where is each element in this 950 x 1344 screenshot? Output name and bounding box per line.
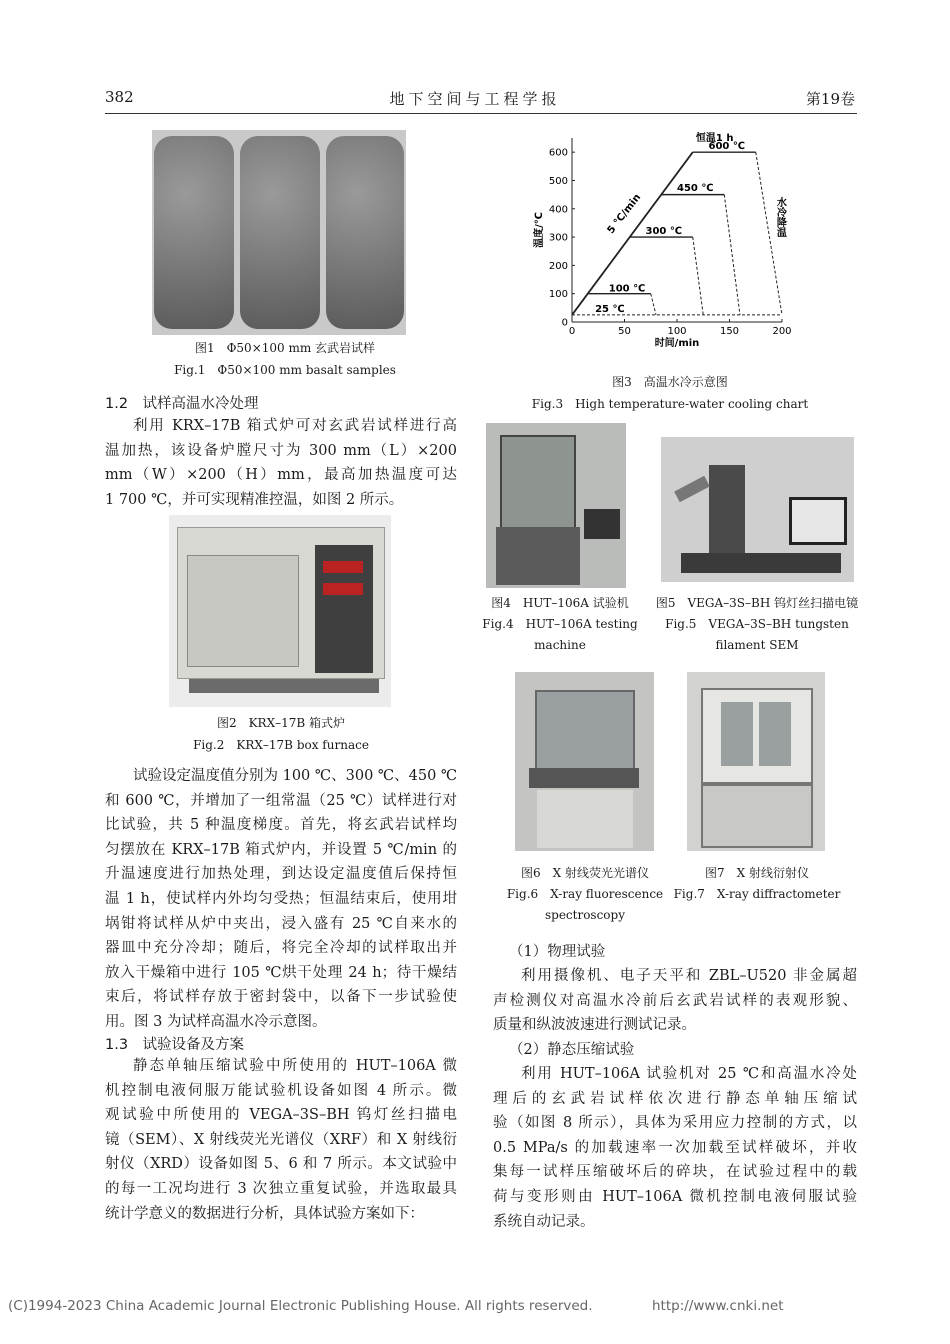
- text-line: 射仪（XRD）设备如图 5、6 和 7 所示。本文试验中: [105, 1156, 457, 1173]
- subsection-static: （2）静态压缩试验: [509, 1042, 635, 1058]
- y-tick-label: 100: [548, 289, 568, 301]
- fig1-caption-en: Fig.1 Φ50×100 mm basalt samples: [174, 363, 396, 377]
- xrd-enclosure: [701, 688, 813, 784]
- fig2-box-furnace-photo: [169, 515, 391, 707]
- fig2-caption-cn: 图2 KRX–17B 箱式炉: [216, 716, 346, 730]
- footer-url: http://www.cnki.net: [652, 1298, 784, 1314]
- text-line: 观试验中所使用的 VEGA–3S–BH 钨灯丝扫描电: [105, 1107, 457, 1124]
- furnace-base: [189, 679, 379, 693]
- text-line: 统计学意义的数据进行分析，具体试验方案如下：: [105, 1205, 424, 1222]
- text-line: 温 1 h，使试样内外均匀受热；恒温结束后，使用坩: [105, 890, 457, 907]
- fig4-caption-cn: 图4 HUT–106A 试验机: [491, 596, 629, 610]
- paragraph-temperature: [105, 764, 457, 1035]
- y-axis-label: 温度/℃: [534, 212, 545, 248]
- xrf-hood: [535, 690, 635, 770]
- fig4-caption-en: Fig.4 HUT–106A testing: [482, 617, 638, 631]
- text-line: 用。图 3 为试样高温水冷示意图。: [105, 1013, 327, 1030]
- paragraph-static: [493, 1062, 857, 1234]
- fig3-caption-en: Fig.3 High temperature-water cooling chart: [531, 397, 809, 411]
- sem-detector-arm: [674, 476, 710, 503]
- text-line: 质量和纵波波速进行测试记录。: [493, 1017, 696, 1034]
- y-tick-label: 200: [548, 260, 568, 272]
- y-tick-label: 600: [548, 147, 568, 159]
- fig5-caption-en-cont: filament SEM: [715, 638, 799, 652]
- text-line: 镜（SEM）、X 射线荧光光谱仪（XRF）和 X 射线衍: [105, 1131, 457, 1148]
- sem-monitor: [789, 497, 847, 545]
- fig3-caption-cn: 图3 高温水冷示意图: [612, 375, 728, 389]
- machine-frame: [500, 435, 576, 531]
- text-line: 比试验，共 5 种温度梯度。首先，将玄武岩试样均: [105, 817, 457, 834]
- series-cooling: [651, 294, 656, 315]
- xrf-panel: [529, 768, 639, 788]
- annotation-300: 300 ℃: [645, 226, 682, 238]
- xrd-base: [701, 784, 813, 848]
- text-line: 验（如图 8 所示），具体为采用应力控制的方式，以: [493, 1115, 857, 1132]
- text-line: 升温速度进行加热处理，到达设定温度值后保持恒: [105, 866, 457, 883]
- fig1-basalt-samples-photo: [152, 130, 406, 335]
- fig7-caption-cn: 图7 X 射线衍射仪: [705, 866, 809, 880]
- text-line: 匀摆放在 KRX–17B 箱式炉内，并设置 5 ℃/min 的: [105, 841, 457, 858]
- paragraph-equipment: [105, 1054, 457, 1226]
- text-line: 埚钳将试样从炉中夹出，浸入盛有 25 ℃自来水的: [105, 915, 457, 932]
- text-line: 声检测仪对高温水冷前后玄武岩试样的表观形貌、: [493, 992, 857, 1009]
- x-tick-label: 50: [618, 326, 631, 337]
- text-line: 利用摄像机、电子天平和 ZBL–U520 非金属超: [521, 968, 857, 984]
- fig3-cooling-chart: [530, 124, 820, 364]
- text-line: 1 700 ℃，并可实现精准控温，如图 2 所示。: [105, 491, 404, 508]
- text-line: 集每一试样压缩破坏后的碎块，在试验过程中的载: [493, 1164, 857, 1181]
- x-tick-label: 150: [719, 326, 740, 337]
- series-cooling: [693, 237, 704, 315]
- xrf-cabinet: [537, 790, 633, 848]
- text-line: 器皿中充分冷却；随后，将完全冷却的试样取出并: [105, 940, 457, 957]
- paragraph-physical: [493, 964, 857, 1038]
- series-cooling: [724, 195, 740, 315]
- text-line: 温加热，该设备炉膛尺寸为 300 mm（L）×200: [105, 442, 457, 459]
- x-tick-label: 0: [568, 326, 576, 337]
- temperature-display: [323, 561, 363, 573]
- fig5-caption-cn: 图5 VEGA–3S–BH 钨灯丝扫描电镜: [655, 596, 859, 610]
- fig6-caption-cn: 图6 X 射线荧光光谱仪: [521, 866, 649, 880]
- annotation-100: 100 ℃: [608, 283, 646, 295]
- section-1-2-heading: 1.2 试样高温水冷处理: [105, 396, 259, 412]
- fig6-xrf-photo: [515, 672, 654, 851]
- y-tick-label: 300: [548, 232, 568, 244]
- section-1-3-heading: 1.3 试验设备及方案: [105, 1037, 245, 1053]
- fig6-caption-en: Fig.6 X-ray fluorescence: [506, 887, 664, 901]
- annotation-600: 600 ℃: [708, 140, 745, 152]
- fig4-testing-machine-photo: [486, 423, 626, 588]
- basalt-sample-2: [240, 136, 320, 329]
- text-line: 利用 KRX–17B 箱式炉可对玄武岩试样进行高: [133, 418, 457, 434]
- machine-cabinet: [496, 527, 580, 585]
- text-line: 试验设定温度值分别为 100 ℃、300 ℃、450 ℃: [133, 768, 458, 784]
- journal-title: 地下空间与工程学报: [389, 90, 561, 108]
- text-line: 理后的玄武岩试样依次进行静态单轴压缩试: [493, 1090, 857, 1107]
- page-number: 382: [105, 88, 134, 106]
- fig5-caption-en: Fig.5 VEGA–3S–BH tungsten: [665, 617, 849, 631]
- annotation-rate: 5 ℃/min: [605, 192, 644, 237]
- text-line: 0.5 MPa/s 的加载速率一次加载至试样破坏，并收: [493, 1139, 857, 1156]
- y-tick-label: 400: [548, 204, 568, 216]
- fig2-caption-en: Fig.2 KRX–17B box furnace: [193, 738, 369, 752]
- text-line: 静态单轴压缩试验中所使用的 HUT–106A 微: [133, 1058, 457, 1074]
- subsection-physical: （1）物理试验: [509, 944, 606, 960]
- control-monitor: [584, 509, 620, 539]
- text-line: 束后，将试样存放于密封袋中，以备下一步试验使: [105, 989, 457, 1006]
- text-line: mm（W）×200（H）mm，最高加热温度可达: [105, 467, 457, 484]
- text-line: 机控制电液伺服万能试验机设备如图 4 所示。微: [105, 1082, 457, 1099]
- paragraph-furnace: [105, 414, 457, 512]
- setpoint-display: [323, 583, 363, 595]
- text-line: 的每一工况均进行 3 次独立重复试验，并选取最具: [105, 1180, 457, 1197]
- furnace-door: [187, 555, 299, 667]
- header-rule: [105, 113, 857, 114]
- x-tick-label: 200: [772, 326, 792, 337]
- fig1-caption-cn: 图1 Φ50×100 mm 玄武岩试样: [194, 341, 376, 355]
- text-line: 和 600 ℃，并增加了一组常温（25 ℃）试样进行对: [105, 792, 457, 809]
- volume-label: 第19卷: [805, 90, 855, 108]
- x-axis-label: 时间/min: [654, 338, 700, 349]
- text-line: 荷与变形则由 HUT–106A 微机控制电液伺服试验: [493, 1188, 857, 1205]
- sem-desk: [681, 553, 841, 573]
- fig4-caption-en-cont: machine: [534, 638, 586, 652]
- annotation-hold: 恒温1 h: [695, 132, 734, 144]
- text-line: 系统自动记录。: [493, 1213, 595, 1230]
- series-ramp: [572, 294, 588, 315]
- text-line: 利用 HUT–106A 试验机对 25 ℃和高温水冷处: [521, 1066, 857, 1082]
- footer-copyright: (C)1994-2023 China Academic Journal Electronic Publishing House. All rights reserved.: [8, 1298, 593, 1314]
- annotation-25: 25 ℃: [595, 303, 625, 315]
- y-tick-label: 500: [548, 175, 568, 187]
- y-tick-label: 0: [561, 317, 568, 329]
- annotation-cooling: 水冷降温: [774, 197, 786, 238]
- fig7-caption-en: Fig.7 X-ray diffractometer: [673, 887, 841, 901]
- basalt-sample-1: [154, 136, 234, 329]
- basalt-sample-3: [326, 136, 404, 329]
- fig7-xrd-photo: [687, 672, 825, 851]
- xrd-window-right: [759, 702, 791, 766]
- x-tick-label: 100: [667, 326, 687, 337]
- annotation-450: 450 ℃: [677, 183, 714, 195]
- xrd-window-left: [721, 702, 753, 766]
- sem-column: [709, 465, 745, 565]
- text-line: 放入干燥箱中进行 105 ℃烘干处理 24 h；待干燥结: [105, 964, 457, 981]
- fig6-caption-en-cont: spectroscopy: [544, 908, 625, 922]
- fig5-sem-photo: [661, 437, 854, 582]
